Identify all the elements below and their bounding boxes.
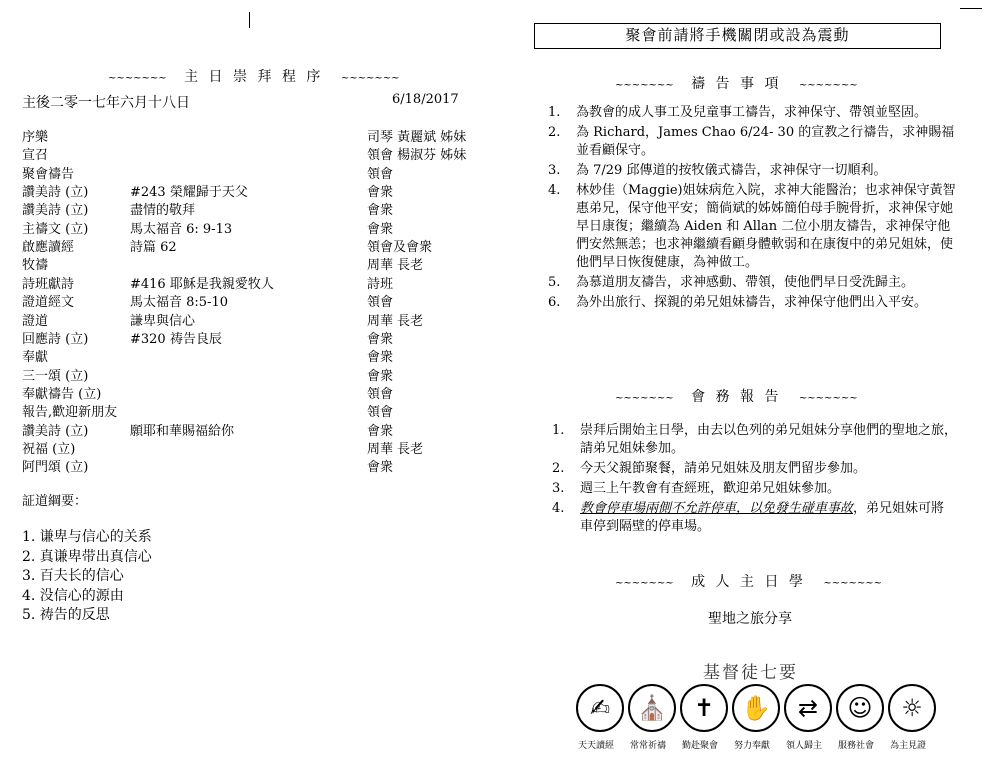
report-list [552,422,957,538]
program-row [22,310,492,328]
program-row [22,365,492,383]
report-item [552,422,957,458]
reading-icon: ✍ [576,684,624,732]
program-row [22,456,492,474]
seven-essential-label: 努力奉獻 [734,741,771,751]
prayer-item [548,294,960,312]
outline-item: 4. 没信心的源由 [22,587,124,604]
gathering-icon: ✝ [680,684,728,732]
sunday-school-topic: 聖地之旅分享 [708,611,792,627]
offering-icon: ✋ [732,684,780,732]
program-person: 領會 [367,405,394,421]
program-item: 奉獻 [22,350,49,366]
report-item-text: 崇拜后開始主日學，由去以色列的弟兄姐妹分享他們的聖地之旅，請弟兄姐妹參加。 [580,423,958,456]
service-date-number: 6/18/2017 [392,92,459,107]
seven-essentials-icons [576,684,946,756]
program-row [22,438,492,456]
program-content: 馬太福音 8:5-10 [130,295,228,311]
program-item: 啟應讀經 [22,240,75,256]
program-row [22,181,492,199]
report-item [552,460,957,478]
program-person: 詩班 [367,276,394,292]
program-item: 三一頌 (立) [22,368,89,384]
outline-item: 2. 真谦卑带出真信心 [22,548,152,565]
program-item: 證道 [22,313,49,329]
report-item-number: 1. [552,423,565,438]
program-person: 領會 [367,386,394,402]
heading-decoration-right: ~~~~~~~ [798,80,858,91]
seven-essential-label: 服務社會 [838,741,875,751]
sunday-school-heading [615,571,882,591]
report-item [552,500,957,536]
program-person: 會衆 [367,350,394,366]
report-item [552,480,957,498]
seven-essential-label: 勤赴聚會 [682,741,719,751]
program-person: 周華 長老 [367,258,424,274]
program-content: 馬太福音 6: 9-13 [130,221,233,237]
program-content: #243 榮耀歸于天父 [130,185,248,201]
prayer-item-text: 為 Richard，James Chao 6/24- 30 的宣教之行禱告，求神賜福並看顧保守。 [576,125,955,158]
report-title: 會 務 報 告 [691,389,782,405]
program-row [22,144,492,162]
program-row [22,291,492,309]
program-person: 周華 長老 [367,313,424,329]
report-heading [615,386,858,406]
prayer-item-text: 為教會的成人事工及兒童事工禱告，求神保守、帶領並堅固。 [576,105,928,120]
program-item: 回應詩 (立) [22,331,89,347]
seven-essential-label: 常常祈禱 [630,741,667,751]
program-person: 周華 長老 [367,441,424,457]
report-item-text: 週三上午教會有查經班，歡迎弟兄姐妹參加。 [580,481,841,496]
phone-notice-text: 聚會前請將手機關閉或設為震動 [625,26,850,44]
seven-essential-label: 領人歸主 [786,741,823,751]
report-item-number: 2. [552,461,565,476]
heading-decoration-left: ~~~~~~~ [615,393,674,404]
program-item: 序樂 [22,130,49,145]
program-person: 會衆 [367,331,394,347]
heading-decoration-left: ~~~~~~~ [108,73,167,84]
worship-program-heading [108,66,399,86]
prayer-item [548,104,960,122]
program-person: 領會及會衆 [367,240,433,256]
program-item: 奉獻禱告 (立) [22,386,102,402]
text-cursor [249,12,250,28]
program-content: 詩篇 62 [130,240,177,256]
program-person: 會衆 [367,460,394,476]
program-person: 領會 [367,166,394,182]
program-row [22,346,492,364]
program-person: 領會 楊淑芬 姊妹 [367,148,467,164]
program-content: #416 耶穌是我親愛牧人 [130,276,274,292]
prayer-heading [615,73,858,93]
program-content: #320 祷告良辰 [130,331,222,347]
program-content: 盡情的敬拜 [130,203,196,219]
phone-notice-box [534,23,941,49]
heading-decoration-left: ~~~~~~~ [615,578,674,589]
program-row [22,273,492,291]
praying-icon: ⛪ [628,684,676,732]
program-item: 祝福 (立) [22,441,76,457]
prayer-item-number: 3. [548,163,561,178]
program-item: 證道經文 [22,295,75,311]
program-row [22,328,492,346]
prayer-item [548,274,960,292]
program-item: 報告,歡迎新朋友 [22,405,118,421]
prayer-item-text: 為外出旅行、探親的弟兄姐妹禱告，求神保守他們出入平安。 [576,295,928,310]
program-item: 阿門頌 (立) [22,460,89,476]
outline-item: 1. 谦卑与信心的关系 [22,529,152,545]
program-row [22,199,492,217]
program-person: 會衆 [367,368,394,384]
prayer-item-text: 為 7/29 邱傳道的按牧儀式禱告，求神保守一切順利。 [576,163,887,178]
prayer-item [548,182,960,272]
heading-decoration-right: ~~~~~~~ [823,578,883,589]
service-date-text: 主後二零一七年六月十八日 [22,95,190,111]
report-item-number: 4. [552,501,565,516]
seven-essential-label: 天天讀經 [578,741,615,751]
prayer-list [548,104,960,314]
program-person: 會衆 [367,185,394,201]
prayer-item-number: 2. [548,125,561,140]
report-item-text: 今天父親節聚餐，請弟兄姐妹及朋友們留步參加。 [580,461,867,476]
prayer-item-text: 為慕道朋友禱告，求神感動、帶領，使他們早日受洗歸主。 [576,275,915,290]
program-item: 宣召 [22,148,49,164]
program-item: 讚美詩 (立) [22,423,89,439]
program-row [22,401,492,419]
prayer-item [548,124,960,160]
program-item: 牧禱 [22,258,49,274]
program-row [22,163,492,181]
witness-icon: ☼ [888,684,936,732]
prayer-title: 禱 告 事 項 [691,76,782,92]
worship-program-title: 主 日 崇 拜 程 序 [184,69,324,85]
seven-essentials-title: 基督徒七要 [703,663,798,683]
prayer-item [548,162,960,180]
program-row [22,383,492,401]
program-row [22,254,492,272]
outline-item: 3. 百夫长的信心 [22,568,124,585]
program-item: 主禱文 (立) [22,221,89,237]
program-content: 願耶和華賜福給你 [130,423,235,439]
outline-item: 5. 祷告的反思 [22,607,110,624]
program-person: 會衆 [367,221,394,237]
sunday-school-title: 成 人 主 日 學 [691,574,806,590]
program-person: 領會 [367,295,394,311]
report-item-number: 3. [552,481,565,496]
program-row [22,236,492,254]
program-item: 詩班獻詩 [22,276,75,292]
program-row [22,126,492,144]
seven-essential-label: 為主見證 [890,741,927,751]
heading-decoration-right: ~~~~~~~ [340,73,400,84]
heading-decoration-right: ~~~~~~~ [798,393,858,404]
program-person: 會衆 [367,203,394,219]
program-person: 會衆 [367,423,394,439]
serving-icon: ☺ [836,684,884,732]
prayer-item-number: 1. [548,105,561,120]
page-corner-mark [960,0,982,9]
program-item: 聚會禱告 [22,166,75,182]
program-person: 司琴 黃麗斌 姊妹 [367,130,467,145]
heading-decoration-left: ~~~~~~~ [615,80,674,91]
program-row [22,218,492,236]
report-item-text: ，弟兄姐妹可將車停到隔壁的停車場。 [580,501,945,534]
prayer-item-number: 5. [548,275,561,290]
program-row [22,420,492,438]
program-content: 謙卑與信心 [130,313,196,329]
program-item: 讚美詩 (立) [22,203,89,219]
prayer-item-number: 4. [548,183,561,198]
leading-icon: ⇄ [784,684,832,732]
prayer-item-text: 林妙佳（Maggie)姐妹病危入院，求神大能醫治；也求神保守黃智惠弟兄，保守他平安；簡倘斌的姊姊簡伯母手腕骨折，求神保守她早日康復；繼續為 Aiden 和 Allan 二位小朋友禱告，求神保守他們安然無恙；也求神繼續看顧身體軟弱和在康復中的弟兄姐妹，使他們早日恢復健康，為神做工。 [576,183,956,270]
prayer-item-number: 6. [548,295,561,310]
sermon-outline-title: 証道綱要： [22,494,88,509]
report-item-emphasis: 教會停車場兩側不允許停車，以免發生碰車事故 [580,501,854,516]
program-item: 讚美詩 (立) [22,185,89,201]
